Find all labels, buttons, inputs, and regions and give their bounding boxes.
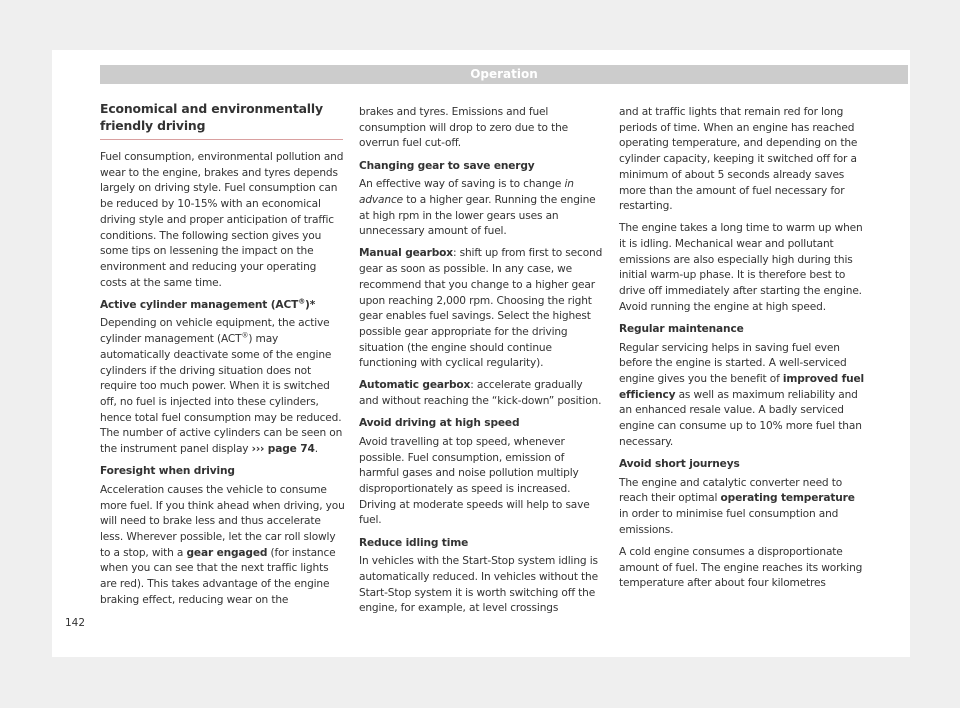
cold-engine-paragraph: A cold engine consumes a disproportionate amount of fuel. The engine reaches its working temperature after about four kilometres — [619, 545, 863, 590]
column-3 — [619, 105, 864, 598]
act-paragraph: Depending on vehicle equipment, the active cylinder management (ACT®) may automatically deactivate some of the engine cylinders if the driving situation does not require too much power. When it is switched off, no fuel is injected into these cylinders, hence total fuel consumption may be reduced. The number of active cylinders can be seen on the instrument panel display ››› page 74. — [100, 317, 343, 456]
maintenance-heading: Regular maintenance — [619, 322, 744, 335]
maintenance-paragraph: Regular servicing helps in saving fuel even before the engine is started. A well-serviced engine gives you the benefit of improved fuel efficiency as well as maximum reliability and an enhanced resale value. A badly serviced engine can consume up to 10% more fuel than necessary. — [619, 341, 865, 448]
page-title: Economical and environmentally friendly driving — [100, 100, 343, 140]
page-reference-link[interactable]: ››› page 74 — [251, 443, 315, 456]
gear-paragraph: An effective way of saving is to change in advance to a higher gear. Running the engine at high rpm in the lower gears uses an unnecessary amount of fuel. — [359, 178, 596, 238]
gear-heading: Changing gear to save energy — [359, 159, 535, 172]
warm-up-paragraph: The engine takes a long time to warm up when it is idling. Mechanical wear and pollutant emissions are also especially high during this initial warm-up phase. It is therefore best to drive off immediately after starting the engine. Avoid running the engine at high speed. — [619, 222, 863, 313]
column-2 — [359, 105, 604, 623]
page-number: 142 — [65, 617, 86, 629]
traffic-lights-paragraph: and at traffic lights that remain red for long periods of time. When an engine has reached operating temperature, and depending on the cylinder capacity, keeping it switched off for a minimum of about 5 seconds already saves more than the amount of fuel necessary for restarting. — [619, 106, 858, 213]
manual-page — [52, 50, 910, 657]
speed-heading: Avoid driving at high speed — [359, 417, 520, 430]
overrun-paragraph: brakes and tyres. Emissions and fuel consumption will drop to zero due to the overrun fuel cut-off. — [359, 106, 569, 150]
act-heading: Active cylinder management (ACT®)* — [100, 297, 316, 311]
intro-paragraph: Fuel consumption, environmental pollution and wear to the engine, brakes and tyres depends largely on driving style. Fuel consumption can be reduced by 10-15% with an economical driving style and proper anticipation of traffic conditions. The following section gives you some tips on lessening the impact on the environment and reducing your operating costs at the same time. — [100, 151, 344, 289]
foresight-heading: Foresight when driving — [100, 465, 235, 478]
column-1 — [100, 100, 345, 615]
section-header: Operation — [100, 65, 908, 84]
foresight-paragraph: Acceleration causes the vehicle to consume more fuel. If you think ahead when driving, you will need to brake less and thus accelerate less. Wherever possible, let the car roll slowly to a stop, with a gear engaged (for instance when you can see that the next traffic lights are red). This takes advantage of the engine braking effect, reducing wear on the — [100, 483, 345, 606]
automatic-gearbox-paragraph: Automatic gearbox: accelerate gradually and without reaching the “kick-down” position. — [359, 379, 602, 408]
short-journeys-paragraph: The engine and catalytic converter need to reach their optimal operating temperature in order to minimise fuel consumption and emissions. — [619, 476, 855, 536]
speed-paragraph: Avoid travelling at top speed, whenever possible. Fuel consumption, emission of harmful gases and noise pollution multiply disproportionately as speed is increased. Driving at moderate speeds will help to save fuel. — [359, 435, 590, 527]
idle-paragraph: In vehicles with the Start-Stop system idling is automatically reduced. In vehicles without the Start-Stop system it is worth switching off the engine, for example, at level crossings — [359, 555, 598, 615]
short-journeys-heading: Avoid short journeys — [619, 457, 740, 470]
idle-heading: Reduce idling time — [359, 536, 469, 549]
manual-gearbox-paragraph: Manual gearbox: shift up from first to second gear as soon as possible. In any case, we recommend that you change to a higher gear upon reaching 2,000 rpm. Choosing the right gear enables fuel savings. Select the highest possible gear appropriate for the driving situation (the engine should continue functioning with cyclical regularity). — [359, 247, 603, 370]
